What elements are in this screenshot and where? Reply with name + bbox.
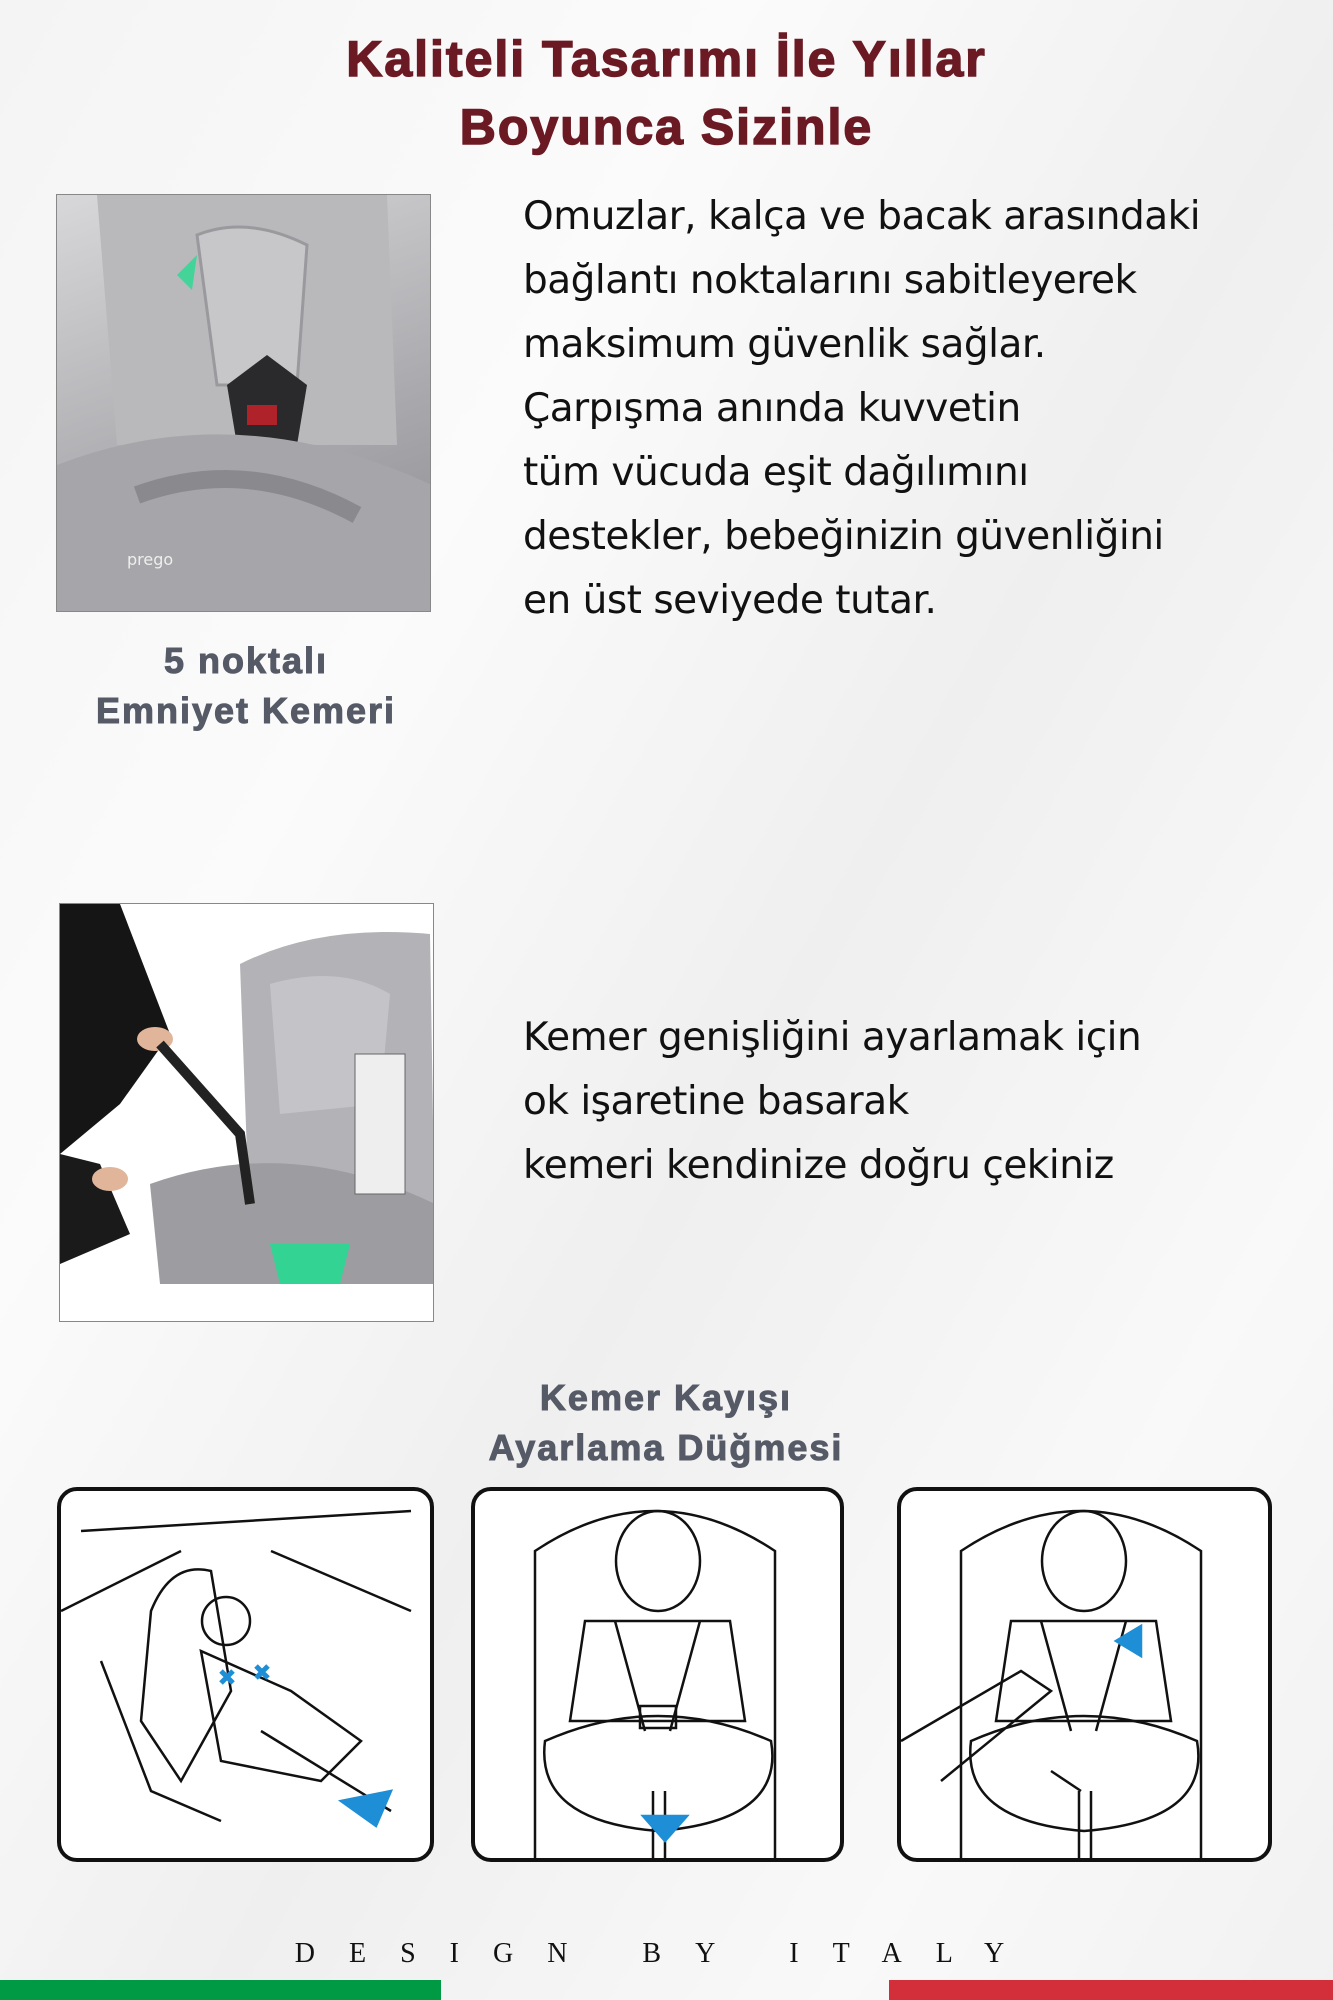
page-title-line1: Kaliteli Tasarımı İle Yıllar (346, 31, 987, 87)
design-by-italy: DESIGN BY ITALY (294, 1938, 1039, 1969)
paragraph-line: ok işaretine basarak (523, 1079, 909, 1124)
brand-text: prego (127, 550, 174, 569)
caption-line: 5 noktalı (163, 640, 329, 681)
adjust-button-caption (366, 1373, 966, 1473)
paragraph-line: en üst seviyede tutar. (523, 578, 937, 623)
section1-paragraph (523, 185, 1200, 633)
instruction-illustration-3 (897, 1487, 1272, 1862)
caption-line: Ayarlama Düğmesi (488, 1427, 844, 1468)
paragraph-line: maksimum güvenlik sağlar. (523, 322, 1046, 367)
strap-adjust-photo (59, 903, 434, 1322)
paragraph-line: Çarpışma anında kuvvetin (523, 386, 1021, 431)
paragraph-line: bağlantı noktalarını sabitleyerek (523, 258, 1137, 303)
paragraph-line: Kemer genişliğini ayarlamak için (523, 1015, 1142, 1060)
flag-red-bar (889, 1980, 1333, 2000)
page-title-line2: Boyunca Sizinle (459, 99, 874, 155)
caption-line: Emniyet Kemeri (95, 690, 397, 731)
paragraph-line: Omuzlar, kalça ve bacak arasındaki (523, 194, 1201, 239)
instruction-illustration-1 (57, 1487, 434, 1862)
instruction-illustration-2 (471, 1487, 844, 1862)
flag-green-bar (0, 1980, 441, 2000)
section2-paragraph (523, 1006, 1141, 1198)
paragraph-line: destekler, bebeğinizin güvenliğini (523, 514, 1164, 559)
harness-photo (56, 194, 431, 612)
paragraph-line: kemeri kendinize doğru çekiniz (523, 1143, 1114, 1188)
harness-caption (46, 636, 446, 736)
caption-line: Kemer Kayışı (539, 1377, 793, 1418)
paragraph-line: tüm vücuda eşit dağılımını (523, 450, 1029, 495)
